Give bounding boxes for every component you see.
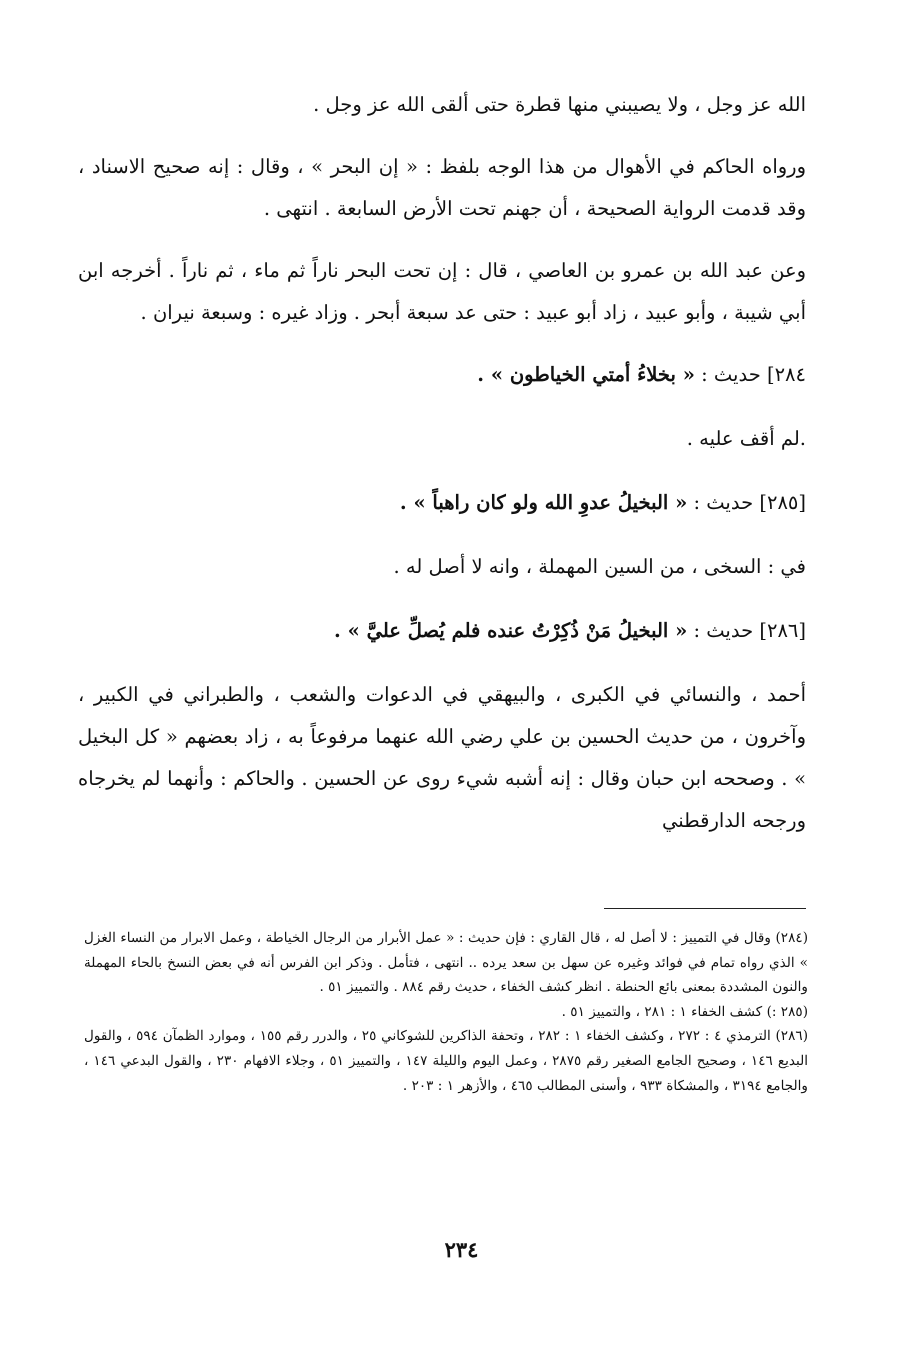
hadith-284: [78, 354, 806, 396]
hadith-285-label: حديث :: [693, 491, 754, 514]
footnotes: [84, 926, 808, 1098]
hadith-286: [78, 610, 806, 652]
hadith-284-label: حديث :: [701, 363, 761, 386]
main-text: [78, 84, 806, 862]
footnote-284: (٢٨٤) وقال في التمييز : لا أصل له ، قال القاري : فإن حديث : « عمل الأبرار من الرجال الخياطة ، وعمل الابرار من النساء الغزل » الذي رواه تمام في فوائد وغيره عن سهل بن سعد يرده .. انتهى ، فتأمل . وذكر ابن الفرس أنه في بعض النسخ بالحاء المهملة والنون المشددة بمعنى بائع الحنطة . انظر كشف الخفاء ، حديث رقم ٨٨٤ . والتمييز ٥١ .: [84, 930, 808, 996]
hadith-286-number: [٢٨٦]: [759, 619, 806, 642]
hadith-285-number: [٢٨٥]: [759, 491, 806, 514]
hadith-285-text: « البخيلُ عدوِ الله ولو كان راهباً » .: [399, 491, 688, 514]
hadith-286-text: « البخيلُ مَنْ ذُكِرْتُ عنده فلم يُصلِّ عليَّ » .: [334, 619, 688, 642]
page-number: ٢٣٤: [444, 1237, 479, 1262]
paragraph-1: الله عز وجل ، ولا يصيبني منها قطرة حتى ألقى الله عز وجل .: [313, 93, 806, 116]
footnote-286: (٢٨٦) الترمذي ٤ : ٢٧٢ ، وكشف الخفاء ١ : ٢٨٢ ، وتحفة الذاكرين للشوكاني ٢٥ ، والدرر رقم ١٥٥ ، وموارد الظمآن ٥٩٤ ، والقول البديع ١٤٦ ، وصحيح الجامع الصغير رقم ٢٨٧٥ ، وعمل اليوم والليلة ١٤٧ ، والتمييز ٥١ ، وجلاء الافهام ٢٣٠ ، والقول البدعي ١٤٦ ، والجامع ٣١٩٤ ، والمشكاة ٩٣٣ ، وأسنى المطالب ٤٦٥ ، والأزهر ١ : ٢٠٣ .: [84, 1028, 809, 1094]
footnote-285: (٢٨٥ :) كشف الخفاء ١ : ٢٨١ ، والتمييز ٥١ .: [561, 1003, 808, 1020]
note-285: في : السخى ، من السين المهملة ، وانه لا أصل له .: [393, 555, 806, 578]
paragraph-286: أحمد ، والنسائي في الكبرى ، والبيهقي في الدعوات والشعب ، والطبراني في الكبير ، وآخرون ، من حديث الحسين بن علي رضي الله عنهما مرفوعاً به ، زاد بعضهم « كل البخيل » . وصححه ابن حبان وقال : إنه أشبه شيء روى عن الحسين . والحاكم : وأنهما لم يخرجاه ورجحه الدارقطني: [78, 683, 806, 832]
hadith-284-text: « بخلاءُ أمتي الخياطون » .: [477, 363, 695, 386]
paragraph-3: وعن عبد الله بن عمرو بن العاصي ، قال : إن تحت البحر ناراً ثم ماء ، ثم ناراً . أخرجه ابن أبي شيبة ، وأبو عبيد ، زاد أبو عبيد : حتى عد سبعة أبحر . وزاد غيره : وسبعة نيران .: [78, 259, 806, 324]
paragraph-2: ورواه الحاكم في الأهوال من هذا الوجه بلفظ : « إن البحر » ، وقال : إنه صحيح الاسناد ، وقد قدمت الرواية الصحيحة ، أن جهنم تحت الأرض السابعة . انتهى .: [78, 155, 806, 220]
hadith-286-label: حديث :: [693, 619, 754, 642]
hadith-284-number: ٢٨٤]: [766, 363, 806, 386]
hadith-285: [78, 482, 806, 524]
footnote-separator: [604, 908, 806, 909]
note-284: .لم أقف عليه .: [686, 427, 806, 450]
